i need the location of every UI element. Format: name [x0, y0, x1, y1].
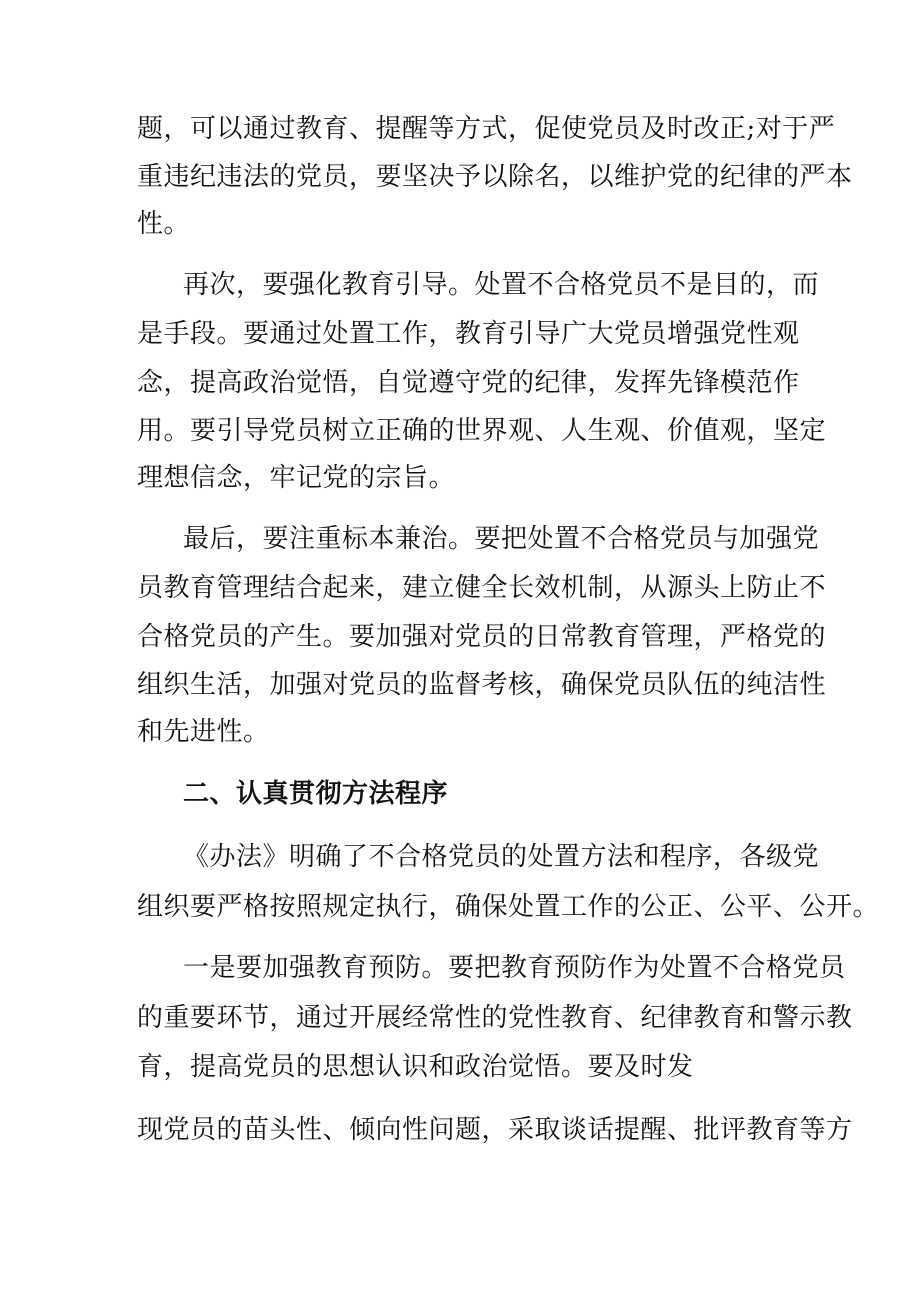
text-line: 组织生活，加强对党员的监督考核，确保党员队伍的纯洁性	[137, 670, 827, 700]
text-line: 理想信念，牢记党的宗旨。	[137, 463, 456, 493]
text-line: 现党员的苗头性、倾向性问题，采取谈话提醒、批评教育等方	[137, 1115, 853, 1145]
text-line: 念，提高政治觉悟，自觉遵守党的纪律，发挥先锋模范作	[137, 368, 800, 398]
text-line: 最后，要注重标本兼治。要把处置不合格党员与加强党	[183, 524, 820, 554]
text-line: 《办法》明确了不合格党员的处置方法和程序，各级党	[183, 842, 820, 872]
text-line: 育，提高党员的思想认识和政治觉悟。要及时发	[137, 1052, 694, 1082]
text-line: 一是要加强教育预防。要把教育预防作为处置不合格党员	[183, 953, 846, 983]
text-line: 员教育管理结合起来，建立健全长效机制，从源头上防止不	[137, 573, 827, 603]
text-line: 用。要引导党员树立正确的世界观、人生观、价值观，坚定	[137, 416, 827, 446]
text-line: 合格党员的产生。要加强对党员的日常教育管理，严格党的	[137, 622, 827, 652]
text-line: 重违纪违法的党员，要坚决予以除名，以维护党的纪律的严本	[137, 162, 853, 192]
text-line: 性。	[137, 209, 191, 239]
text-line: 的重要环节，通过开展经常性的党性教育、纪律教育和警示教	[137, 1003, 853, 1033]
text-line: 再次，要强化教育引导。处置不合格党员不是目的，而	[183, 270, 820, 300]
text-line: 和先进性。	[137, 717, 270, 747]
text-line: 题，可以通过教育、提醒等方式，促使党员及时改正;对于严	[137, 114, 836, 144]
section-heading: 二、认真贯彻方法程序	[183, 779, 449, 809]
text-line: 组织要严格按照规定执行，确保处置工作的公正、公平、公开。	[137, 892, 880, 922]
text-line: 是手段。要通过处置工作，教育引导广大党员增强党性观	[137, 319, 800, 349]
